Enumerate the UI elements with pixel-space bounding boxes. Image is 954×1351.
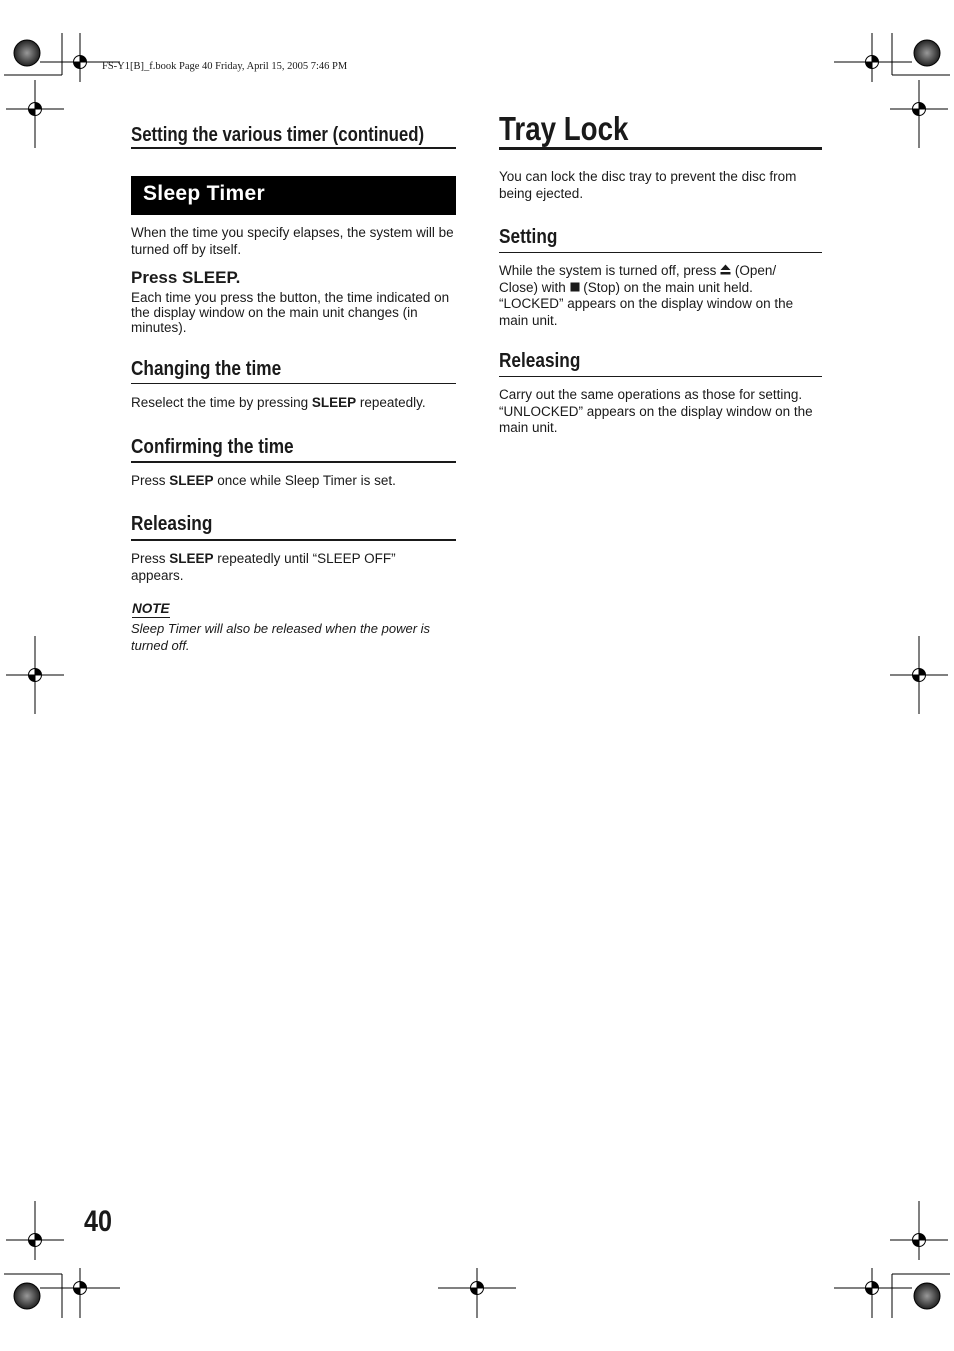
releasing-text-right: Carry out the same operations as those for setting. “UNLOCKED” appears on the display window on the main unit. [499, 387, 813, 435]
corner-ball-bottom-left [14, 1283, 40, 1309]
sleep-intro: When the time you specify elapses, the system will be turned off by itself. [131, 225, 454, 257]
print-info: FS-Y1[B]_f.book Page 40 Friday, April 15, 2005 7:46 PM [102, 61, 348, 72]
releasing-heading-left: Releasing [131, 512, 213, 535]
tray-lock-title: Tray Lock [499, 110, 629, 147]
corner-ball-top-left [14, 40, 40, 66]
note-text: Sleep Timer will also be released when the power is turned off. [131, 621, 431, 653]
changing-heading: Changing the time [131, 357, 282, 380]
releasing-heading-right: Releasing [499, 349, 581, 372]
corner-ball-top-right [914, 40, 940, 66]
sleep-timer-banner [131, 176, 456, 215]
running-head: Setting the various timer (continued) [131, 124, 425, 146]
releasing-rule-left [131, 539, 456, 541]
setting-text: While the system is turned off, press (Open/ Close) with (Stop) on the main unit held. “LOCKED” appears on the display window on the main unit. [499, 263, 794, 328]
note-label: NOTE [132, 601, 170, 616]
press-heading: Press SLEEP. [131, 268, 241, 287]
changing-rule [131, 383, 456, 384]
banner-title: Sleep Timer [143, 182, 265, 205]
setting-heading: Setting [499, 225, 558, 248]
setting-rule [499, 252, 822, 253]
page-number: 40 [84, 1205, 113, 1238]
running-head-rule [131, 147, 456, 149]
confirming-rule [131, 461, 456, 463]
releasing-rule-right [499, 376, 822, 377]
releasing-text-left: Press SLEEP repeatedly until “SLEEP OFF” appears. [131, 551, 396, 583]
changing-text: Reselect the time by pressing SLEEP repeatedly. [131, 395, 426, 410]
confirming-text: Press SLEEP once while Sleep Timer is set. [131, 473, 396, 488]
stop-icon [570, 282, 580, 292]
corner-ball-bottom-right [914, 1283, 940, 1309]
eject-icon [720, 264, 731, 275]
tray-lock-intro: You can lock the disc tray to prevent the disc from being ejected. [499, 169, 797, 201]
tray-lock-rule [499, 147, 822, 150]
confirming-heading: Confirming the time [131, 435, 294, 458]
press-text: Each time you press the button, the time indicated on the display window on the main unit changes (in minutes). [131, 290, 450, 335]
